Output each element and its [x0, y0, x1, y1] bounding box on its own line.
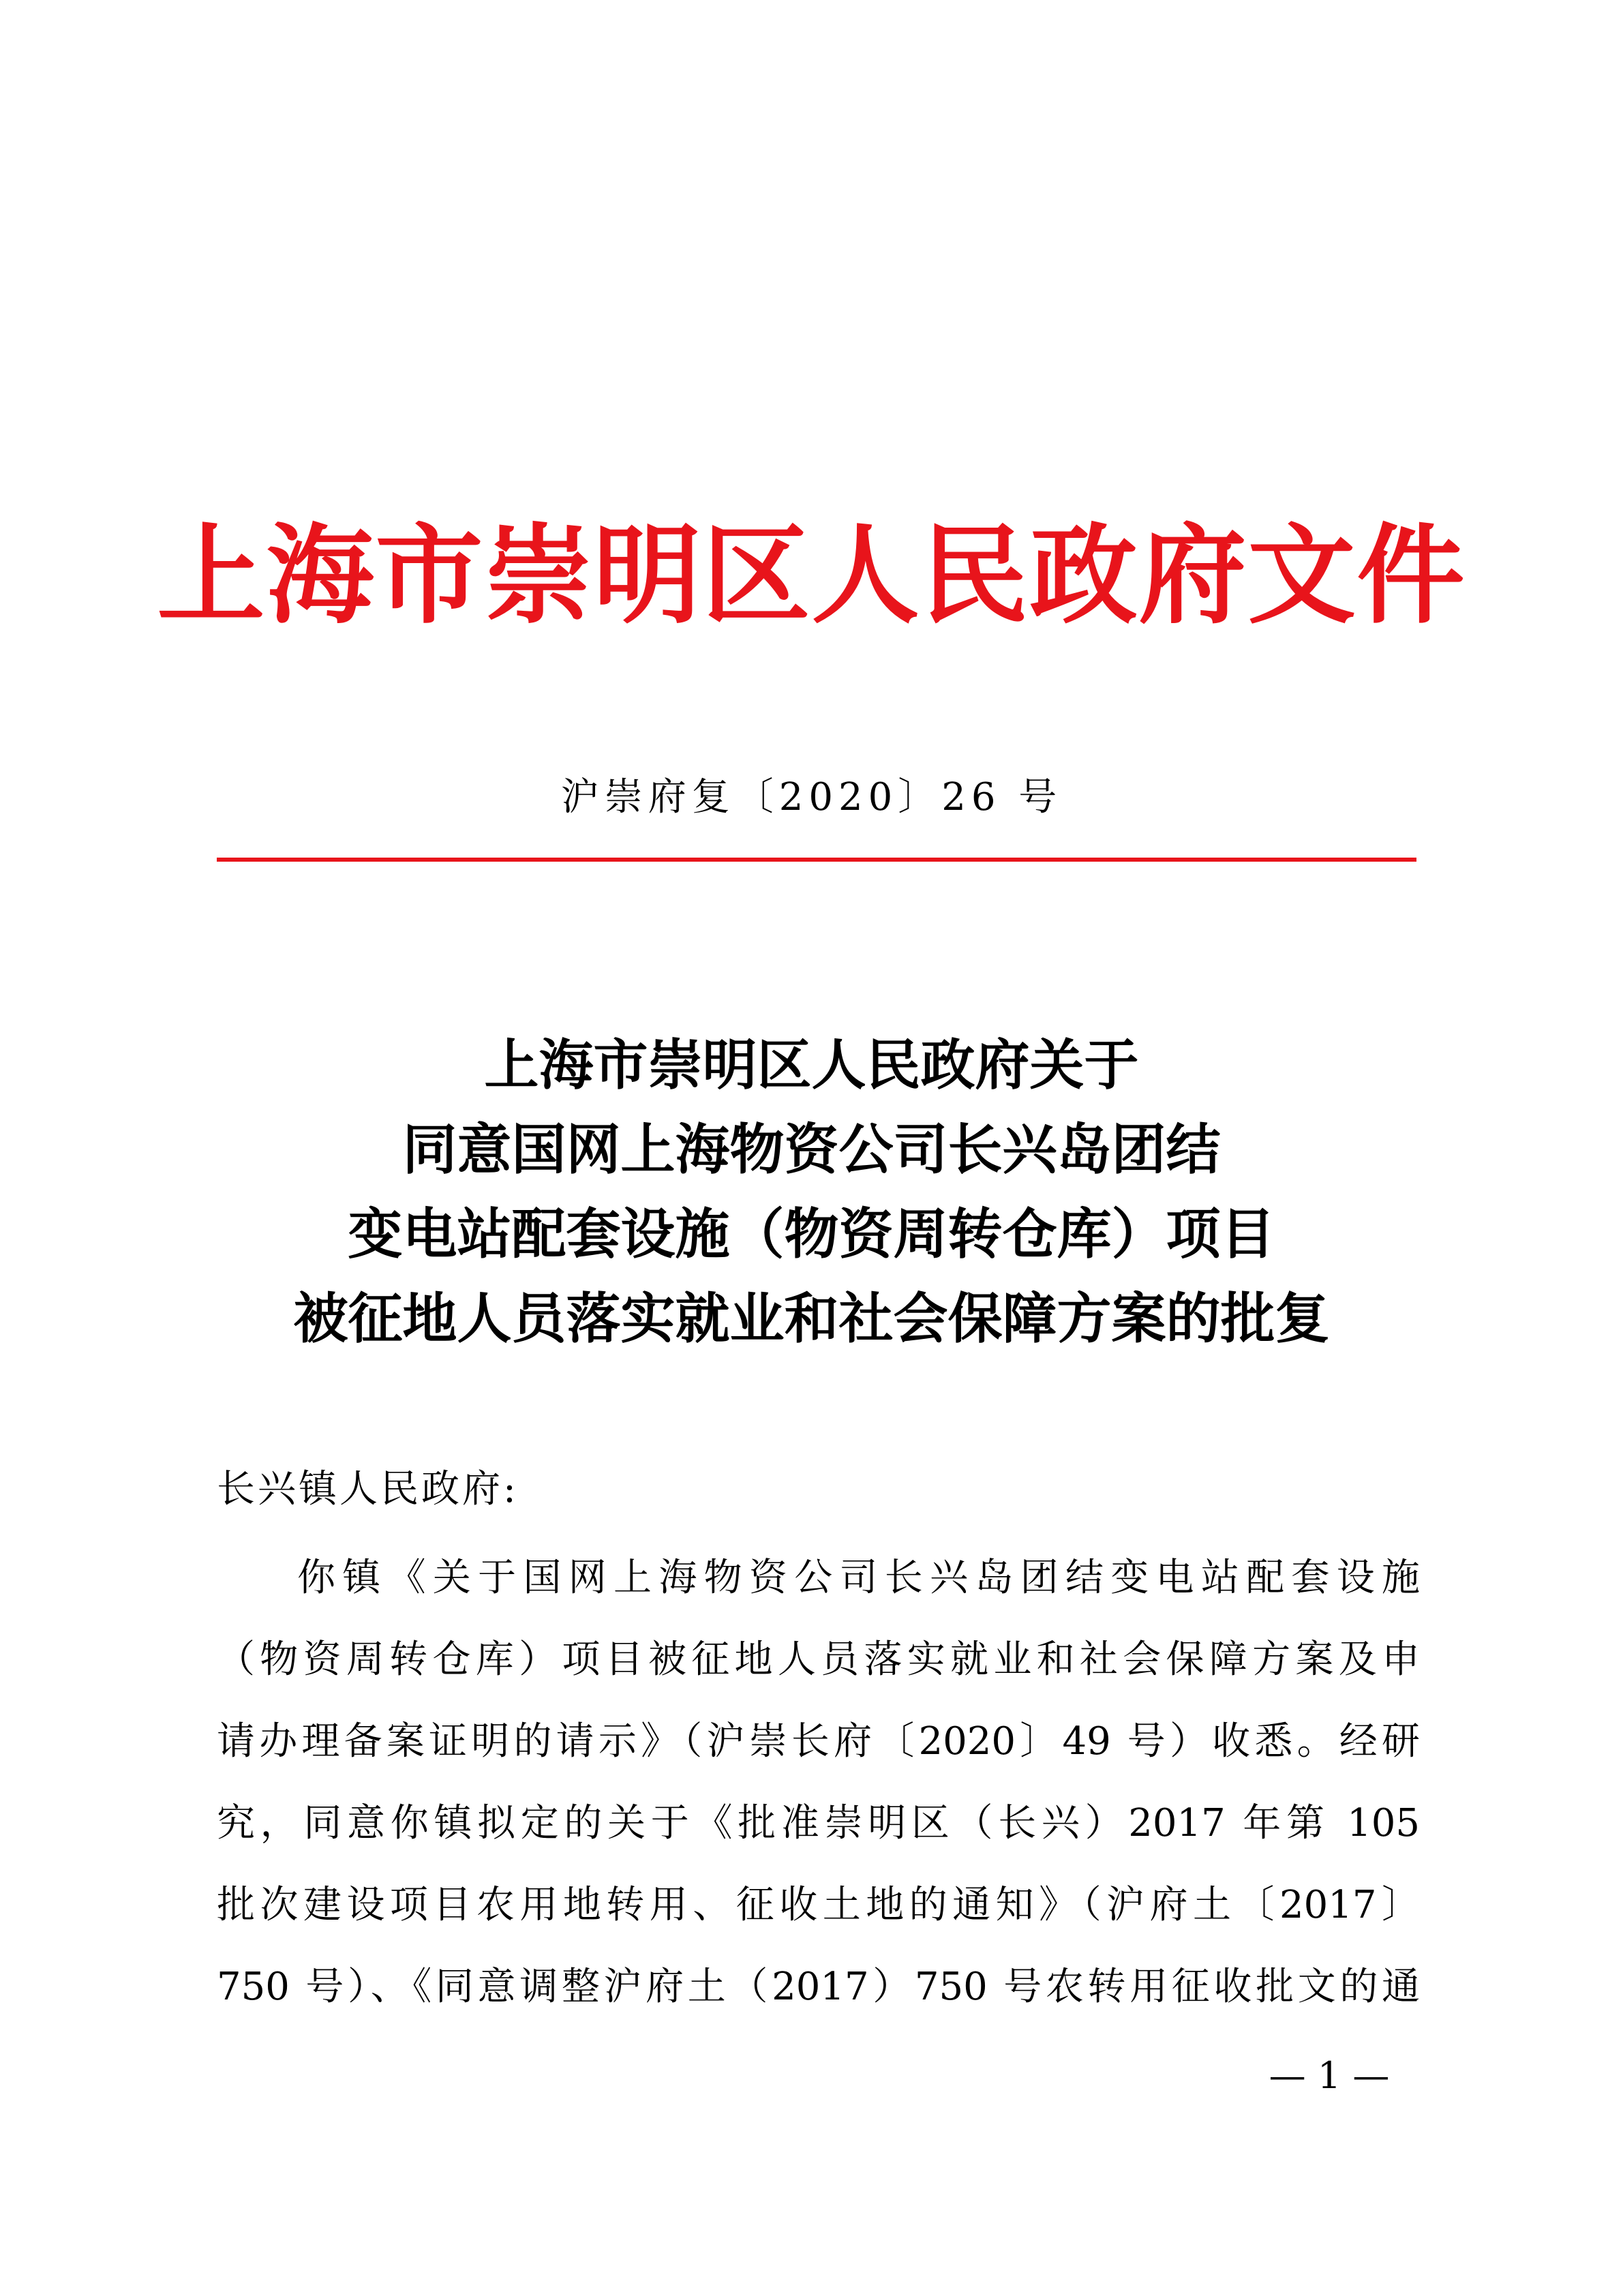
body-text — [217, 1537, 1420, 2028]
body-line: 你镇《关于国网上海物资公司长兴岛团结变电站配套设施 — [297, 1556, 1420, 1600]
body-line: 批次建设项目农用地转用、征收土地的通知》（沪府土〔2017〕 — [217, 1883, 1420, 1927]
body-line: 750 号）、《同意调整沪府土（2017）750 号农转用征收批文的通 — [217, 1965, 1420, 2009]
red-divider-line — [217, 858, 1416, 862]
subject-line: 变电站配套设施（物资周转仓库）项目 — [348, 1202, 1275, 1266]
subject-line: 被征地人员落实就业和社会保障方案的批复 — [293, 1286, 1330, 1350]
document-header-title: 上海市崇明区人民政府文件 — [157, 513, 1466, 639]
addressee: 长兴镇人民政府: — [217, 1467, 519, 1511]
document-subject — [0, 1023, 1623, 1361]
subject-line: 同意国网上海物资公司长兴岛团结 — [402, 1117, 1221, 1181]
body-line: （物资周转仓库）项目被征地人员落实就业和社会保障方案及申 — [217, 1637, 1420, 1682]
body-line: 究，同意你镇拟定的关于《批准崇明区（长兴）2017 年第 105 — [217, 1801, 1420, 1845]
document-number: 沪崇府复〔2020〕26 号 — [560, 775, 1063, 819]
page-number: — 1 — — [1269, 2054, 1390, 2097]
subject-line: 上海市崇明区人民政府关于 — [484, 1033, 1139, 1097]
body-line: 请办理备案证明的请示》（沪崇长府〔2020〕49 号）收悉。经研 — [217, 1719, 1420, 1764]
